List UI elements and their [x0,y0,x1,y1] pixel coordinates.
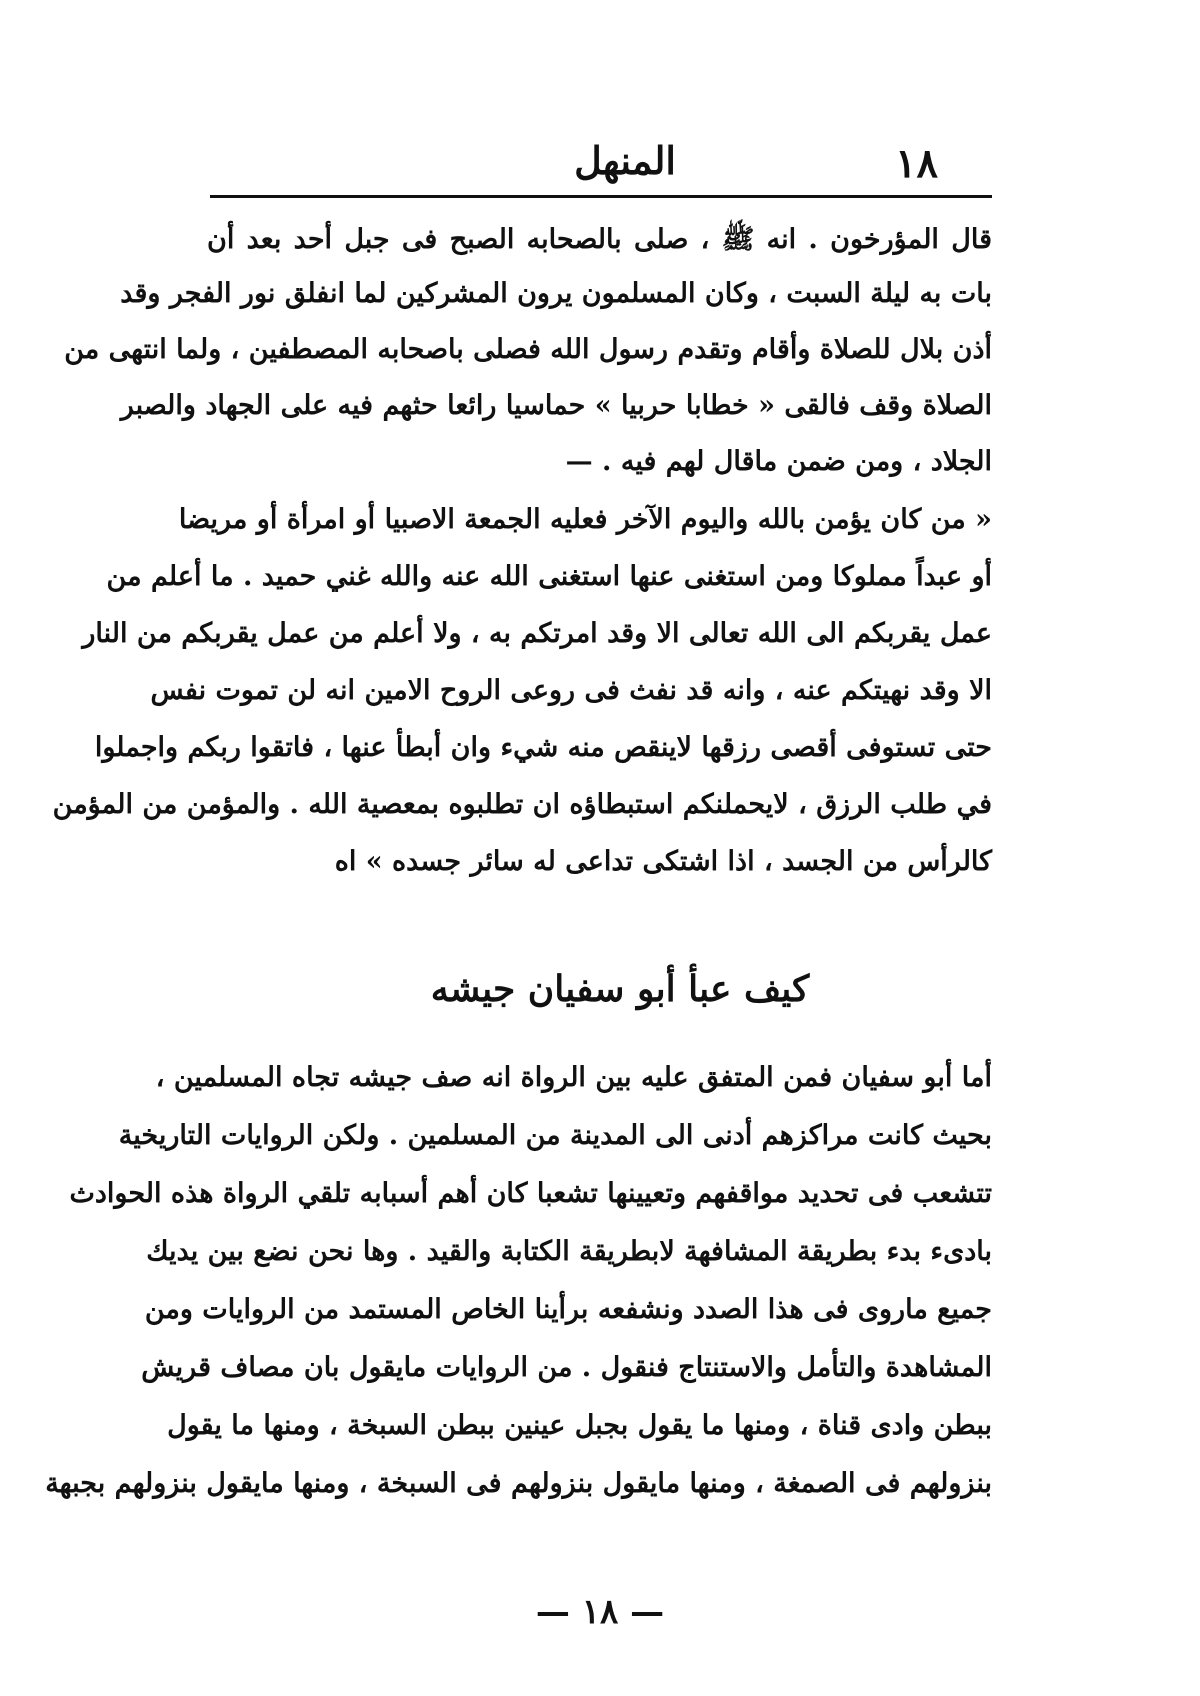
text-line: بادىء بدء بطريقة المشافهة لابطريقة الكتابة والقيد . وها نحن نضع بين يديك [146,1236,992,1267]
text-line: ببطن وادى قناة ، ومنها ما يقول بجبل عينين ببطن السبخة ، ومنها ما يقول [167,1410,992,1441]
text-line: في طلب الرزق ، لايحملنكم استبطاؤه ان تطلبوه بمعصية الله . والمؤمن من المؤمن [52,789,992,820]
footer-page-number: — ١٨ — [535,1592,665,1632]
text-line: جميع ماروى فى هذا الصدد ونشفعه برأينا الخاص المستمد من الروايات ومن [144,1294,992,1325]
text-line: الصلاة وقف فالقى « خطابا حربيا » حماسيا رائعا حثهم فيه على الجهاد والصبر [120,390,992,421]
text-line: عمل يقربكم الى الله تعالى الا وقد امرتكم به ، ولا أعلم من عمل يقربكم من النار [82,618,992,649]
text-line: بحيث كانت مراكزهم أدنى الى المدينة من المسلمين . ولكن الروايات التاريخية [118,1120,992,1151]
running-title: المنهل [574,138,676,183]
text-line: الجلاد ، ومن ضمن ماقال لهم فيه . — [565,446,992,477]
text-line: تتشعب فى تحديد مواقفهم وتعيينها تشعبا كان أهم أسبابه تلقي الرواة هذه الحوادث [69,1178,992,1209]
text-line: « من كان يؤمن بالله واليوم الآخر فعليه الجمعة الاصبيا أو امرأة أو مريضا [178,504,992,535]
text-line: بات به ليلة السبت ، وكان المسلمون يرون المشركين لما انفلق نور الفجر وقد [120,278,992,309]
text-line: بنزولهم فى الصمغة ، ومنها مايقول بنزولهم فى السبخة ، ومنها مايقول بنزولهم بجبهة [45,1468,992,1499]
header-page-number: ١٨ [895,140,938,187]
text-line: أذن بلال للصلاة وأقام وتقدم رسول الله فصلى باصحابه المصطفين ، ولما انتهى من [64,334,992,365]
header-divider [210,195,992,198]
text-line: أما أبو سفيان فمن المتفق عليه بين الرواة انه صف جيشه تجاه المسلمين ، [155,1062,992,1093]
text-line: الا وقد نهيتكم عنه ، وانه قد نفث فى روعى الروح الامين انه لن تموت نفس [150,675,992,706]
text-line: المشاهدة والتأمل والاستنتاج فنقول . من الروايات مايقول بان مصاف قريش [141,1352,992,1383]
text-line: كالرأس من الجسد ، اذا اشتكى تداعى له سائر جسده » اه [334,846,992,877]
text-line: حتى تستوفى أقصى رزقها لاينقص منه شيء وان أبطأ عنها ، فاتقوا ربكم واجملوا [94,732,992,763]
section-heading: كيف عبأ أبو سفيان جيشه [430,968,810,1010]
text-line: قال المؤرخون . انه ﷺ ، صلى بالصحابه الصبح فى جبل أحد بعد أن [207,224,992,255]
text-line: أو عبداً مملوكا ومن استغنى عنها استغنى الله عنه والله غني حميد . ما أعلم من [106,561,992,592]
